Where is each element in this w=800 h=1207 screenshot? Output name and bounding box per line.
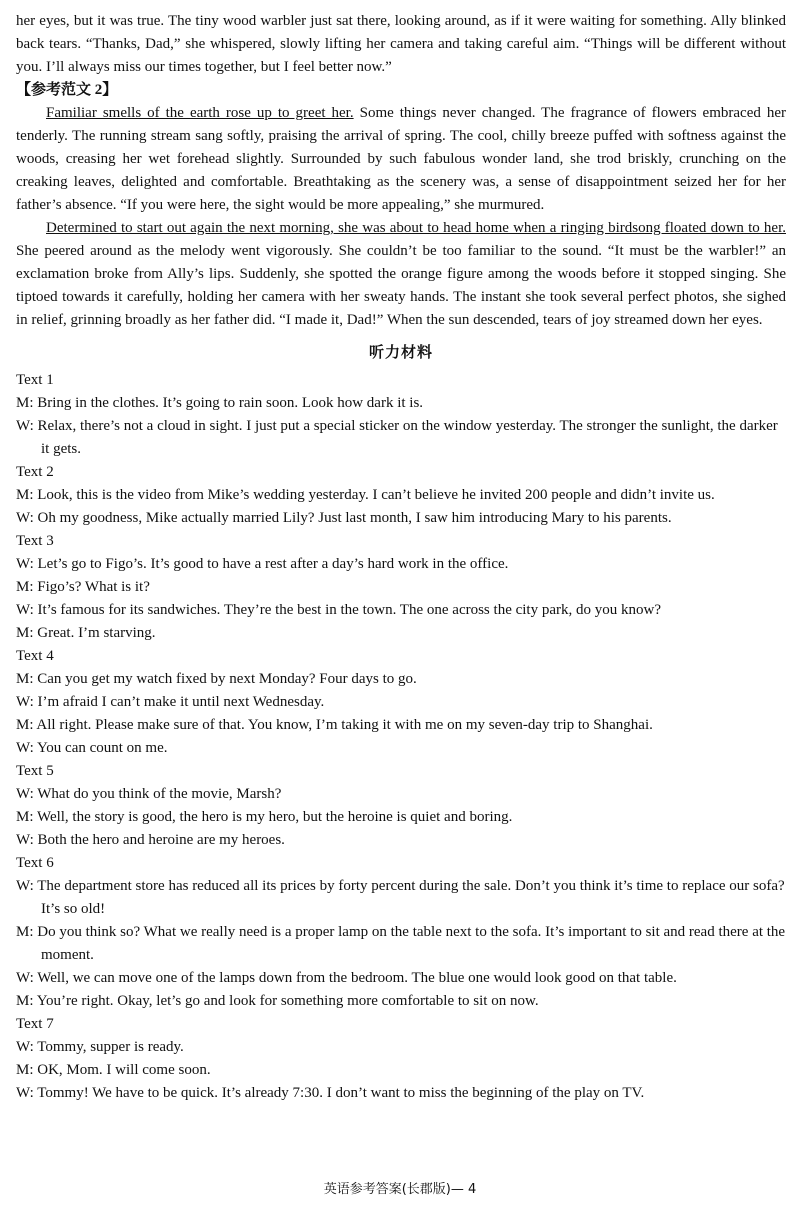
essay-paragraph-1-body: Some things never changed. The fragrance of flowers embraced her tenderly. The running stream sang softly, praising the arrival of spring. The cool, chilly breeze puffed with softness against the woods, creasing her wet forehead slightly. Surrounded by such fabulous wonder land, she trod briskly, crunching on the creaking leaves, delighted and comfortable. Breathtaking as the scenery was, a sense of disappointment seized her for her father’s absence. “If you were here, the sight would be more appealing,” she murmured. — [16, 105, 787, 213]
dialogue-line: M: OK, Mom. I will come soon. — [16, 1062, 211, 1078]
listening-transcripts — [16, 369, 786, 1105]
listening-section-title: 听力材料 — [368, 343, 433, 361]
essay-paragraph-1-opening: Familiar smells of the earth rose up to greet her. — [46, 105, 354, 121]
transcript-label: Text 4 — [16, 648, 54, 664]
dialogue-line: M: All right. Please make sure of that. You know, I’m taking it with me on my seven-day trip to Shanghai. — [16, 717, 653, 733]
transcript-label: Text 2 — [16, 464, 54, 480]
dialogue-line: W: Let’s go to Figo’s. It’s good to have a rest after a day’s hard work in the office. — [16, 556, 509, 572]
dialogue-line: W: It’s famous for its sandwiches. They’re the best in the town. The one across the city park, do you know? — [16, 602, 661, 618]
essay-paragraph-2-opening: Determined to start out again the next morning, she was about to head home when a ringing birdsong floated down to her. — [46, 220, 786, 236]
dialogue-line: M: Can you get my watch fixed by next Monday? Four days to go. — [16, 671, 417, 687]
dialogue-line: M: Great. I’m starving. — [16, 625, 156, 641]
essay-previous-paragraph-end: her eyes, but it was true. The tiny wood warbler just sat there, looking around, as if it were waiting for something. Ally blinked back tears. “Thanks, Dad,” she whispered, slowly lifting her camera and taking careful aim. “Things will be different without you. I’ll always miss our times together, but I feel better now.” — [16, 13, 786, 75]
dialogue-line: W: Well, we can move one of the lamps down from the bedroom. The blue one would look good on that table. — [16, 970, 677, 986]
dialogue-line: M: Well, the story is good, the hero is my hero, but the heroine is quiet and boring. — [16, 809, 513, 825]
dialogue-line: M: Figo’s? What is it? — [16, 579, 150, 595]
transcript-label: Text 5 — [16, 763, 54, 779]
dialogue-line: W: The department store has reduced all its prices by forty percent during the sale. Don’t you think it’s time to replace our sofa? It’s so old! — [16, 878, 785, 917]
dialogue-line: W: I’m afraid I can’t make it until next Wednesday. — [16, 694, 325, 710]
page-footer: 英语参考答案(长郡版)— 4 — [323, 1182, 477, 1197]
dialogue-line: W: You can count on me. — [16, 740, 168, 756]
dialogue-line: W: Oh my goodness, Mike actually married Lily? Just last month, I saw him introducing Mary to his parents. — [16, 510, 672, 526]
transcript-label: Text 1 — [16, 372, 54, 388]
dialogue-line: M: Bring in the clothes. It’s going to rain soon. Look how dark it is. — [16, 395, 424, 411]
essay-paragraph-1 — [16, 102, 786, 217]
transcript-label: Text 3 — [16, 533, 54, 549]
dialogue-line: W: What do you think of the movie, Marsh? — [16, 786, 282, 802]
document-page — [16, 10, 786, 1105]
transcript-label: Text 6 — [16, 855, 54, 871]
essay-paragraph-2 — [16, 217, 786, 332]
dialogue-line: M: You’re right. Okay, let’s go and look for something more comfortable to sit on now. — [16, 993, 539, 1009]
transcript-label: Text 7 — [16, 1016, 54, 1032]
dialogue-line: W: Tommy, supper is ready. — [16, 1039, 184, 1055]
dialogue-line: W: Relax, there’s not a cloud in sight. I just put a special sticker on the window yesterday. The stronger the sunlight, the darker it gets. — [16, 418, 778, 457]
dialogue-line: W: Both the hero and heroine are my heroes. — [16, 832, 285, 848]
dialogue-line: M: Look, this is the video from Mike’s wedding yesterday. I can’t believe he invited 200 people and didn’t invite us. — [16, 487, 715, 503]
dialogue-line: M: Do you think so? What we really need is a proper lamp on the table next to the sofa. It’s important to sit and read there at the moment. — [16, 924, 786, 963]
reference-essay-heading: 【参考范文 2】 — [16, 82, 118, 98]
dialogue-line: W: Tommy! We have to be quick. It’s already 7:30. I don’t want to miss the beginning of the play on TV. — [16, 1085, 645, 1101]
essay-paragraph-2-body: She peered around as the melody went vigorously. She couldn’t be too familiar to the sound. “It must be the warbler!” an exclamation broke from Ally’s lips. Suddenly, she spotted the orange figure among the woods before it stopped singing. She tiptoed towards it carefully, holding her camera with her sweaty hands. The instant she took several perfect photos, she sighed in relief, grinning broadly as her father did. “I made it, Dad!” When the sun descended, tears of joy streamed down her eyes. — [16, 243, 786, 328]
